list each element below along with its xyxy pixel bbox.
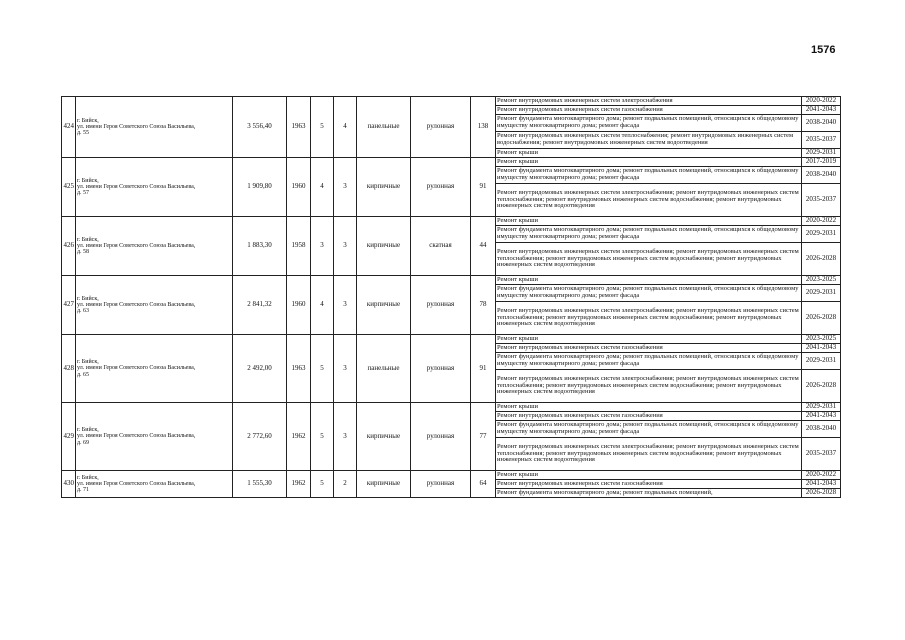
floors-cell: 4 — [311, 158, 334, 217]
build-year-cell: 1962 — [287, 471, 311, 498]
work-period-cell: 2017-2019 — [802, 158, 841, 167]
floors-cell: 5 — [311, 403, 334, 471]
work-type-cell: Ремонт внутридомовых инженерных систем газоснабжения — [496, 106, 802, 115]
work-type-cell: Ремонт внутридомовых инженерных систем электроснабжения; ремонт внутридомовых инженерных систем теплоснабжения; ремонт внутридомовых инженерных систем водоснабжения; ремонт внутридомовых инженерных систем водоотведения — [496, 184, 802, 217]
build-year-cell: 1960 — [287, 276, 311, 335]
work-type-cell: Ремонт фундамента многоквартирного дома; ремонт подвальных помещений, — [496, 489, 802, 498]
residents-count-cell: 138 — [471, 97, 496, 158]
roof-type-cell: рулонная — [411, 97, 471, 158]
row-number-cell: 426 — [62, 217, 76, 276]
work-type-cell: Ремонт крыши — [496, 149, 802, 158]
work-period-cell: 2038-2040 — [802, 115, 841, 132]
work-type-cell: Ремонт внутридомовых инженерных систем электроснабжения; ремонт внутридомовых инженерных систем теплоснабжения; ремонт внутридомовых инженерных систем водоснабжения; ремонт внутридомовых инженерных систем водоотведения — [496, 302, 802, 335]
row-number-cell: 430 — [62, 471, 76, 498]
table-row — [62, 97, 841, 106]
work-type-cell: Ремонт внутридомовых инженерных систем электроснабжения; ремонт внутридомовых инженерных систем теплоснабжения; ремонт внутридомовых инженерных систем водоснабжения; ремонт внутридомовых инженерных систем водоотведения — [496, 370, 802, 403]
floors-cell: 5 — [311, 471, 334, 498]
work-period-cell: 2023-2025 — [802, 276, 841, 285]
area-cell: 2 492,00 — [233, 335, 287, 403]
row-number-cell: 424 — [62, 97, 76, 158]
area-cell: 1 555,30 — [233, 471, 287, 498]
work-type-cell: Ремонт внутридомовых инженерных систем электроснабжения; ремонт внутридомовых инженерных систем теплоснабжения; ремонт внутридомовых инженерных систем водоснабжения; ремонт внутридомовых инженерных систем водоотведения — [496, 243, 802, 276]
work-period-cell: 2029-2031 — [802, 226, 841, 243]
residents-count-cell: 78 — [471, 276, 496, 335]
work-type-cell: Ремонт фундамента многоквартирного дома; ремонт подвальных помещений, относящихся к общедомовому имуществу многоквартирного дома; ремонт фасада — [496, 226, 802, 243]
address-cell: г. Бийск, ул. имени Героя Советского Союза Васильева, д. 58 — [76, 217, 233, 276]
entrances-cell: 3 — [334, 217, 357, 276]
area-cell: 1 909,80 — [233, 158, 287, 217]
work-period-cell: 2041-2043 — [802, 106, 841, 115]
work-period-cell: 2041-2043 — [802, 344, 841, 353]
build-year-cell: 1960 — [287, 158, 311, 217]
floors-cell: 4 — [311, 276, 334, 335]
residents-count-cell: 77 — [471, 403, 496, 471]
work-type-cell: Ремонт фундамента многоквартирного дома; ремонт подвальных помещений, относящихся к общедомовому имуществу многоквартирного дома; ремонт фасада — [496, 115, 802, 132]
work-period-cell: 2029-2031 — [802, 403, 841, 412]
build-year-cell: 1962 — [287, 403, 311, 471]
address-cell: г. Бийск, ул. имени Героя Советского Союза Васильева, д. 63 — [76, 276, 233, 335]
roof-type-cell: рулонная — [411, 276, 471, 335]
floors-cell: 5 — [311, 97, 334, 158]
row-number-cell: 428 — [62, 335, 76, 403]
address-cell: г. Бийск, ул. имени Героя Советского Союза Васильева, д. 69 — [76, 403, 233, 471]
entrances-cell: 3 — [334, 158, 357, 217]
area-cell: 2 772,60 — [233, 403, 287, 471]
roof-type-cell: рулонная — [411, 158, 471, 217]
floors-cell: 3 — [311, 217, 334, 276]
area-cell: 2 841,32 — [233, 276, 287, 335]
work-period-cell: 2035-2037 — [802, 438, 841, 471]
roof-type-cell: рулонная — [411, 403, 471, 471]
work-period-cell: 2035-2037 — [802, 184, 841, 217]
work-type-cell: Ремонт крыши — [496, 335, 802, 344]
work-period-cell: 2026-2028 — [802, 489, 841, 498]
address-cell: г. Бийск, ул. имени Героя Советского Союза Васильева, д. 55 — [76, 97, 233, 158]
work-type-cell: Ремонт внутридомовых инженерных систем теплоснабжения; ремонт внутридомовых инженерных систем водоснабжения; ремонт внутридомовых инженерных систем водоотведения — [496, 132, 802, 149]
work-type-cell: Ремонт крыши — [496, 471, 802, 480]
work-type-cell: Ремонт крыши — [496, 158, 802, 167]
table-row — [62, 335, 841, 344]
work-type-cell: Ремонт фундамента многоквартирного дома; ремонт подвальных помещений, относящихся к общедомовому имуществу многоквартирного дома; ремонт фасада — [496, 421, 802, 438]
work-period-cell: 2023-2025 — [802, 335, 841, 344]
work-type-cell: Ремонт внутридомовых инженерных систем электроснабжения — [496, 97, 802, 106]
address-cell: г. Бийск, ул. имени Героя Советского Союза Васильева, д. 65 — [76, 335, 233, 403]
roof-type-cell: скатная — [411, 217, 471, 276]
work-period-cell: 2038-2040 — [802, 421, 841, 438]
wall-material-cell: кирпичные — [357, 276, 411, 335]
wall-material-cell: панельные — [357, 335, 411, 403]
wall-material-cell: кирпичные — [357, 403, 411, 471]
work-period-cell: 2026-2028 — [802, 370, 841, 403]
work-type-cell: Ремонт фундамента многоквартирного дома; ремонт подвальных помещений, относящихся к общедомовому имуществу многоквартирного дома; ремонт фасада — [496, 285, 802, 302]
work-period-cell: 2026-2028 — [802, 302, 841, 335]
work-type-cell: Ремонт фундамента многоквартирного дома; ремонт подвальных помещений, относящихся к общедомовому имуществу многоквартирного дома; ремонт фасада — [496, 167, 802, 184]
row-number-cell: 429 — [62, 403, 76, 471]
page-number: 1576 — [811, 44, 836, 56]
entrances-cell: 4 — [334, 97, 357, 158]
residents-count-cell: 91 — [471, 158, 496, 217]
work-type-cell: Ремонт крыши — [496, 217, 802, 226]
build-year-cell: 1963 — [287, 97, 311, 158]
residents-count-cell: 91 — [471, 335, 496, 403]
table-row — [62, 403, 841, 412]
wall-material-cell: кирпичные — [357, 471, 411, 498]
work-period-cell: 2020-2022 — [802, 471, 841, 480]
wall-material-cell: кирпичные — [357, 217, 411, 276]
entrances-cell: 3 — [334, 335, 357, 403]
work-period-cell: 2041-2043 — [802, 480, 841, 489]
wall-material-cell: панельные — [357, 97, 411, 158]
area-cell: 3 556,40 — [233, 97, 287, 158]
work-period-cell: 2020-2022 — [802, 97, 841, 106]
wall-material-cell: кирпичные — [357, 158, 411, 217]
work-period-cell: 2020-2022 — [802, 217, 841, 226]
work-type-cell: Ремонт фундамента многоквартирного дома; ремонт подвальных помещений, относящихся к общедомовому имуществу многоквартирного дома; ремонт фасада — [496, 353, 802, 370]
address-cell: г. Бийск, ул. имени Героя Советского Союза Васильева, д. 71 — [76, 471, 233, 498]
work-type-cell: Ремонт внутридомовых инженерных систем электроснабжения; ремонт внутридомовых инженерных систем теплоснабжения; ремонт внутридомовых инженерных систем водоснабжения; ремонт внутридомовых инженерных систем водоотведения — [496, 438, 802, 471]
roof-type-cell: рулонная — [411, 471, 471, 498]
repair-schedule-table — [61, 96, 841, 498]
area-cell: 1 883,30 — [233, 217, 287, 276]
row-number-cell: 425 — [62, 158, 76, 217]
table-row — [62, 158, 841, 167]
work-type-cell: Ремонт крыши — [496, 276, 802, 285]
floors-cell: 5 — [311, 335, 334, 403]
entrances-cell: 3 — [334, 276, 357, 335]
residents-count-cell: 64 — [471, 471, 496, 498]
build-year-cell: 1958 — [287, 217, 311, 276]
table-row — [62, 217, 841, 226]
work-period-cell: 2035-2037 — [802, 132, 841, 149]
work-type-cell: Ремонт внутридомовых инженерных систем газоснабжения — [496, 480, 802, 489]
work-type-cell: Ремонт внутридомовых инженерных систем газоснабжения — [496, 412, 802, 421]
entrances-cell: 3 — [334, 403, 357, 471]
table-row — [62, 471, 841, 480]
work-period-cell: 2041-2043 — [802, 412, 841, 421]
row-number-cell: 427 — [62, 276, 76, 335]
work-period-cell: 2026-2028 — [802, 243, 841, 276]
work-type-cell: Ремонт внутридомовых инженерных систем газоснабжения — [496, 344, 802, 353]
roof-type-cell: рулонная — [411, 335, 471, 403]
build-year-cell: 1963 — [287, 335, 311, 403]
residents-count-cell: 44 — [471, 217, 496, 276]
work-period-cell: 2029-2031 — [802, 285, 841, 302]
work-period-cell: 2038-2040 — [802, 167, 841, 184]
work-type-cell: Ремонт крыши — [496, 403, 802, 412]
entrances-cell: 2 — [334, 471, 357, 498]
table-row — [62, 276, 841, 285]
address-cell: г. Бийск, ул. имени Героя Советского Союза Васильева, д. 57 — [76, 158, 233, 217]
work-period-cell: 2029-2031 — [802, 353, 841, 370]
work-period-cell: 2029-2031 — [802, 149, 841, 158]
